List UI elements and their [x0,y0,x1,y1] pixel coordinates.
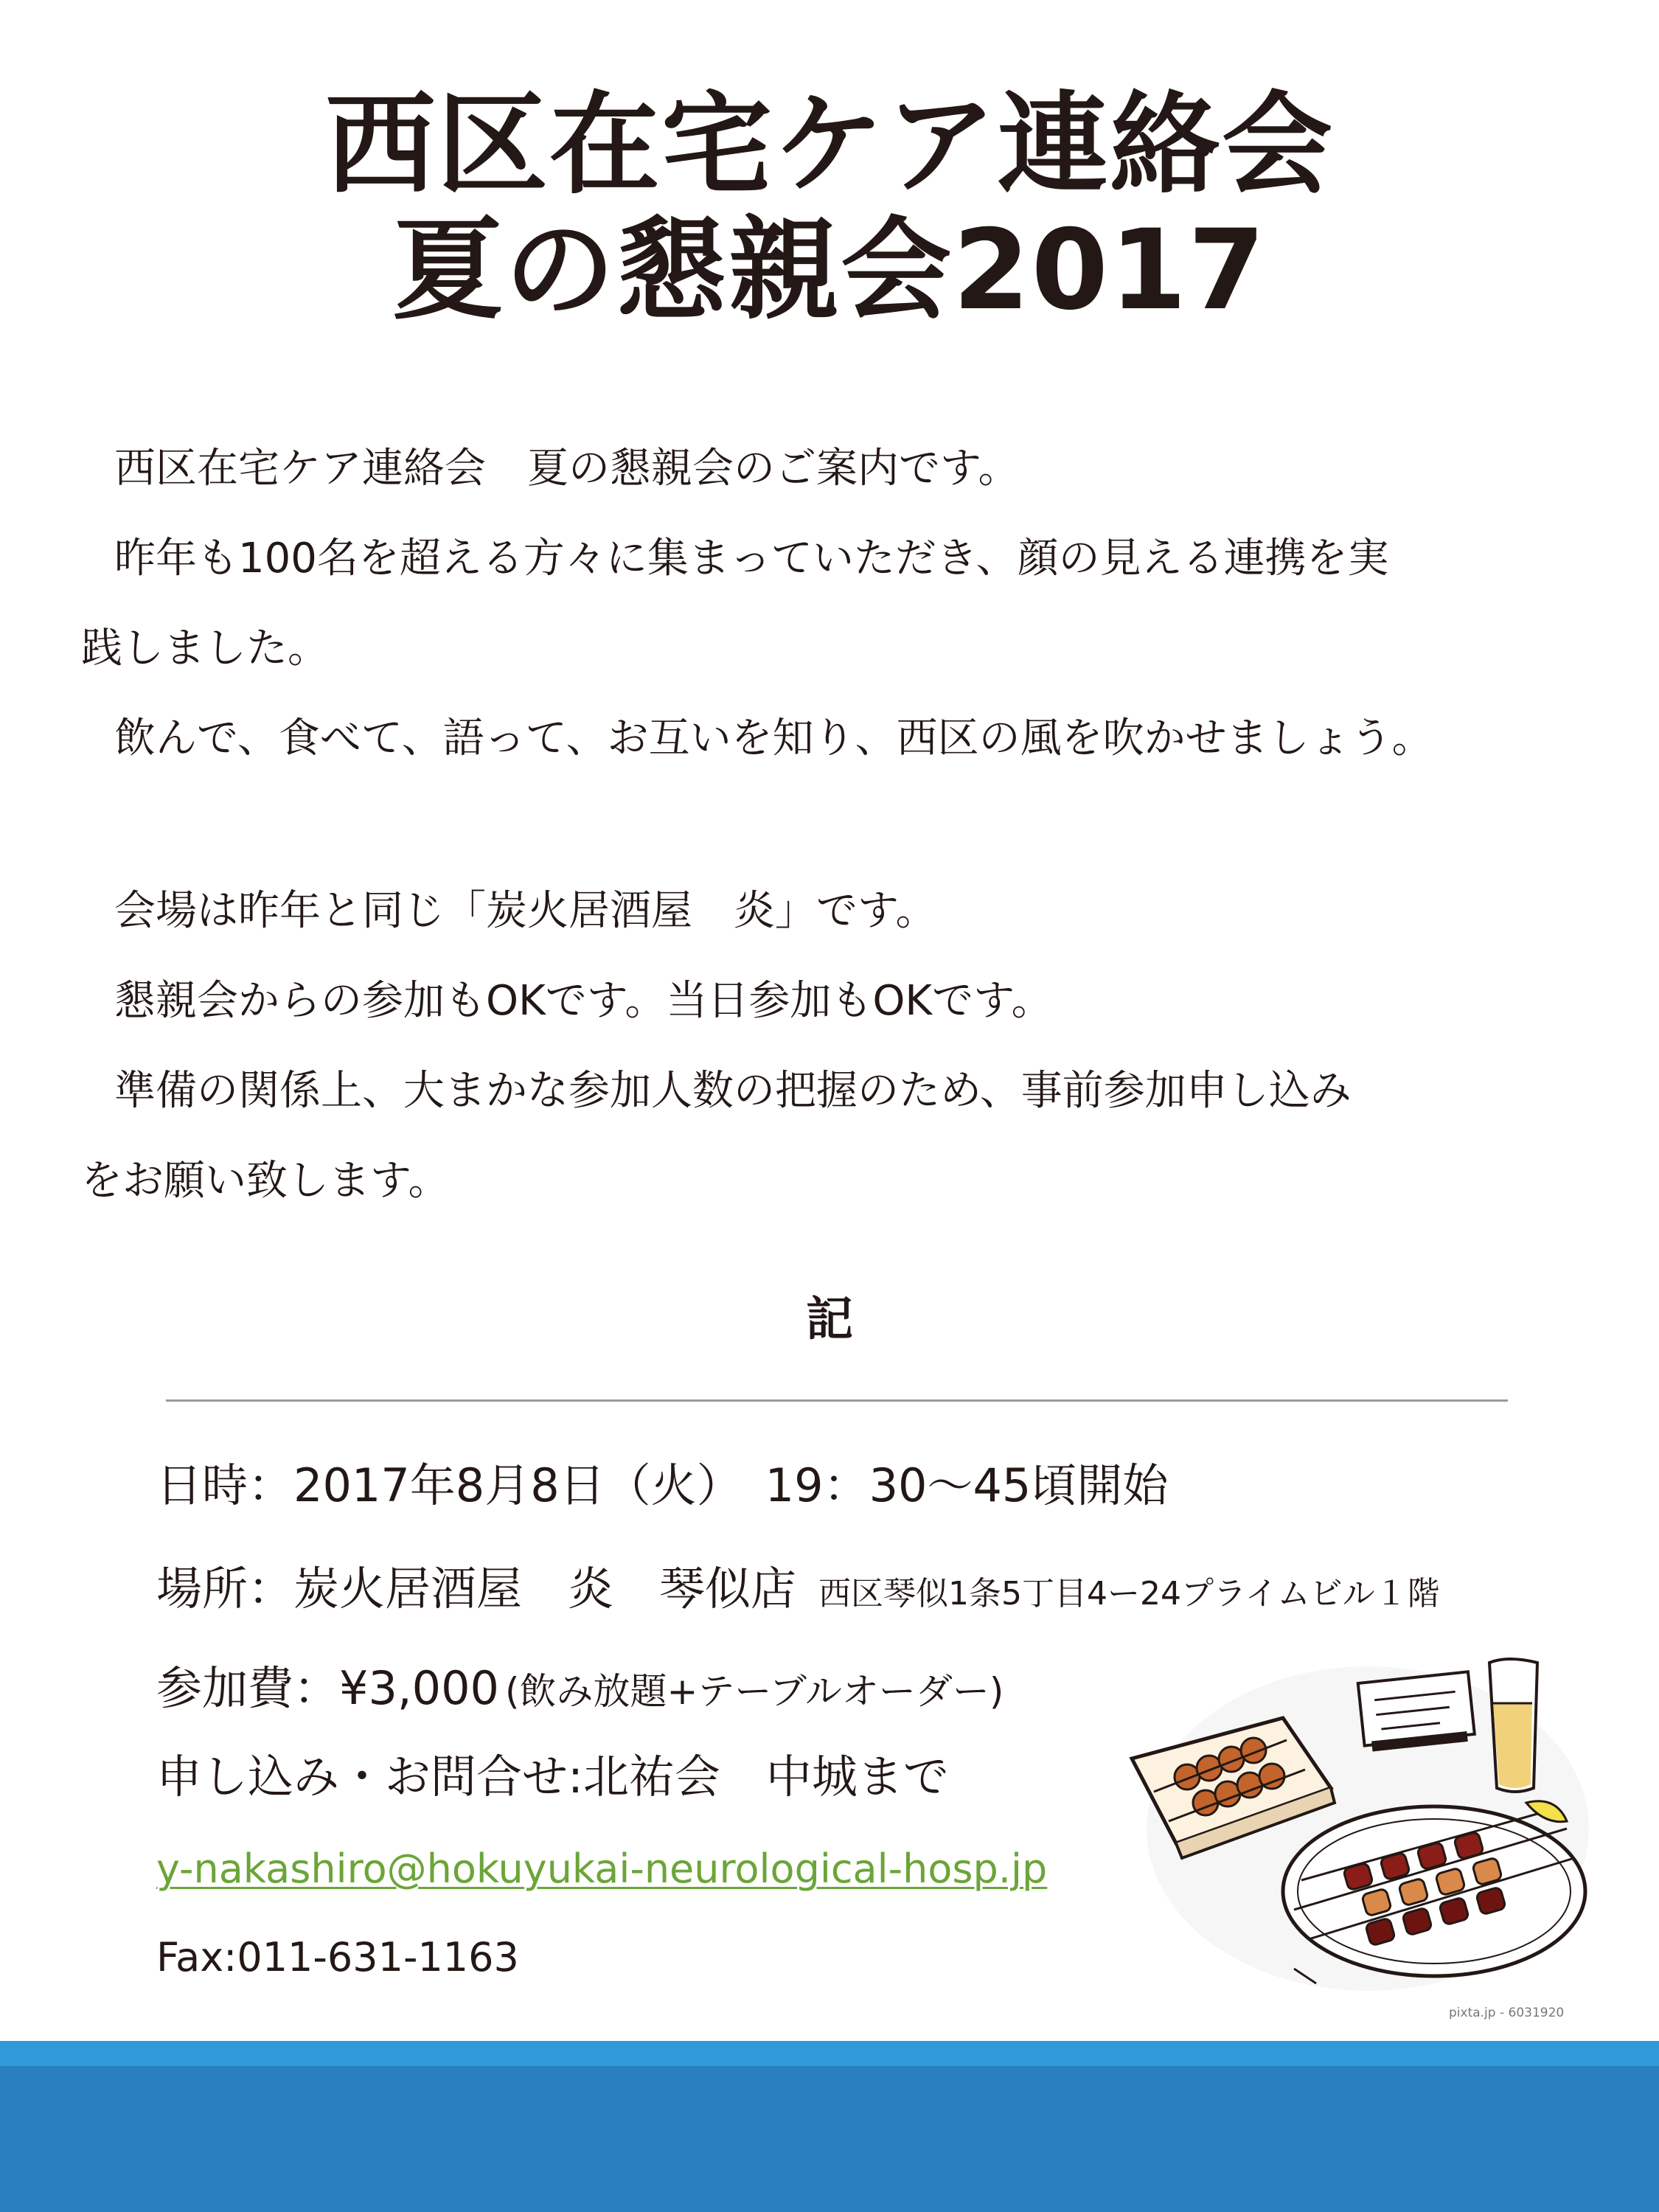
event-place: 場所：炭火居酒屋 炎 琴似店 [156,1562,797,1615]
intro-line: 践しました。 [81,625,329,672]
event-address: 西区琴似1条5丁目4ー24プライムビル１階 [818,1575,1440,1613]
details-line: をお願い致します。 [81,1157,450,1205]
fax-number: Fax:011-631-1163 [156,1934,519,1980]
footer-band-light [0,2041,1659,2066]
event-place-row [156,1556,1440,1634]
intro-line: 昨年も100名を超える方々に集まっていただき、顔の見える連携を実 [114,535,1389,582]
divider [166,1399,1508,1402]
image-credit: pixta.jp - 6031920 [1449,2006,1565,2020]
intro-paragraph [81,424,1559,784]
footer-band [0,2066,1659,2212]
fee-note: (飲み放題+テーブルオーダー) [504,1670,1004,1713]
fee-label: 参加費： [156,1661,340,1715]
contact-info: 申し込み・お問合せ:北祐会 中城まで [156,1750,949,1804]
page-title-line2: 夏の懇親会2017 [392,206,1267,335]
event-datetime: 日時：2017年8月8日（火） 19：30〜45頃開始 [156,1458,1169,1512]
details-line: 準備の関係上、大まかな参加人数の把握のため、事前参加申し込み [114,1067,1352,1115]
event-fee-row [156,1655,1004,1733]
details-line: 懇親会からの参加もOKです。当日参加もOKです。 [114,977,1053,1025]
intro-line: 飲んで、食べて、語って、お互いを知り、西区の風を吹かせましょう。 [114,714,1433,762]
page-title-line1: 西区在宅ケア連絡会 [324,81,1334,209]
details-paragraph [81,866,1559,1226]
ki-heading: 記 [806,1293,853,1347]
email-row [156,1836,1047,1912]
details-line: 会場は昨年と同じ「炭火居酒屋 炎」です。 [114,887,937,935]
izakaya-food-illustration-icon [1124,1644,1596,2028]
intro-line: 西区在宅ケア連絡会 夏の懇親会のご案内です。 [114,445,1020,493]
email-link[interactable]: y-nakashiro@hokuyukai-neurological-hosp.jp [156,1846,1048,1892]
fee-value: ¥3,000 [339,1661,499,1715]
